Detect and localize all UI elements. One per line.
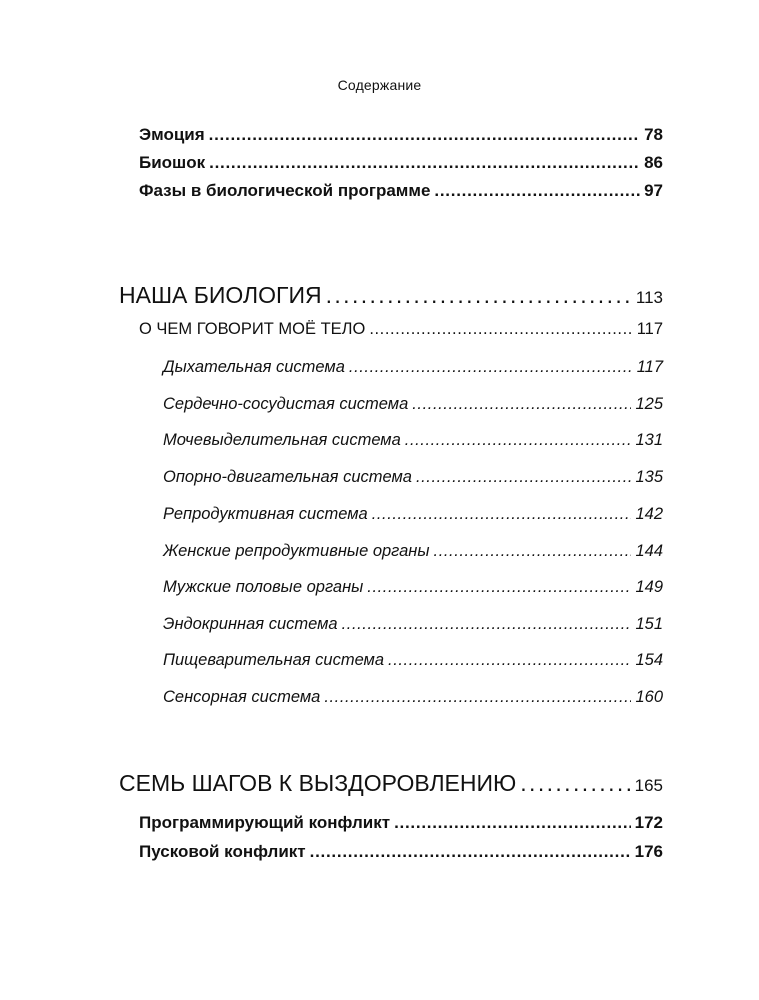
toc-entry[interactable] xyxy=(139,842,663,862)
toc-leader-dots xyxy=(349,358,633,377)
toc-entry-title: Пусковой конфликт xyxy=(139,842,306,861)
toc-entry-page: 142 xyxy=(635,505,663,523)
toc-entry-page: 172 xyxy=(634,813,663,832)
toc-entry-page: 125 xyxy=(635,395,663,413)
toc-entry[interactable] xyxy=(163,651,663,670)
toc-entry[interactable] xyxy=(139,125,663,145)
toc-leader-dots xyxy=(372,505,632,524)
toc-section-title: СЕМЬ ШАГОВ К ВЫЗДОРОВЛЕНИЮ xyxy=(119,770,517,796)
toc-leader-dots xyxy=(434,542,632,561)
toc-leader-dots xyxy=(520,770,630,797)
toc-entry[interactable] xyxy=(163,468,663,487)
toc-entry[interactable] xyxy=(163,505,663,524)
toc-entry[interactable] xyxy=(163,395,663,414)
toc-section-page: 113 xyxy=(635,288,663,307)
toc-leader-dots xyxy=(405,431,632,450)
toc-section-heading[interactable] xyxy=(119,770,663,797)
toc-entry-page: 135 xyxy=(635,468,663,486)
toc-entry-title: Пищеварительная система xyxy=(163,651,385,669)
toc-entry-title: Программирующий конфликт xyxy=(139,813,391,832)
toc-entry-title: Опорно-двигательная система xyxy=(163,468,412,486)
toc-entry-title: Мочевыделительная система xyxy=(163,431,401,449)
toc-entry-title: Мужские половые органы xyxy=(163,578,364,596)
toc-entry[interactable] xyxy=(163,615,663,634)
toc-entry[interactable] xyxy=(163,578,663,597)
toc-entry-page: 97 xyxy=(644,181,663,200)
toc-entry-page: 144 xyxy=(635,542,663,560)
toc-entry-title: Фазы в биологической программе xyxy=(139,181,431,200)
toc-subsection-page: 117 xyxy=(636,320,663,338)
toc-entry-title: Сердечно-сосудистая система xyxy=(163,395,409,413)
toc-entry-title: Биошок xyxy=(139,153,206,172)
toc-section-heading[interactable] xyxy=(119,282,663,309)
toc-subsection-title: О ЧЕМ ГОВОРИТ МОЁ ТЕЛО xyxy=(139,320,366,338)
toc-entry[interactable] xyxy=(163,358,663,377)
toc-entry[interactable] xyxy=(163,431,663,450)
toc-entry-page: 78 xyxy=(644,125,663,144)
toc-subsection-heading[interactable] xyxy=(139,320,663,339)
toc-entry-page: 149 xyxy=(635,578,663,596)
toc-leader-dots xyxy=(394,813,631,833)
toc-entry-page: 86 xyxy=(644,153,663,172)
toc-entry-title: Эндокринная система xyxy=(163,615,338,633)
toc-entry-page: 131 xyxy=(635,431,663,449)
toc-leader-dots xyxy=(388,651,631,670)
toc-leader-dots xyxy=(209,153,640,173)
toc-entry-title: Репродуктивная система xyxy=(163,505,368,523)
toc-entry-title: Сенсорная система xyxy=(163,688,321,706)
toc-leader-dots xyxy=(310,842,631,862)
toc-leader-dots xyxy=(324,688,631,707)
toc-leader-dots xyxy=(209,125,640,145)
toc-entry[interactable] xyxy=(163,688,663,707)
toc-leader-dots xyxy=(412,395,631,414)
toc-entry[interactable] xyxy=(139,181,663,201)
toc-leader-dots xyxy=(342,615,632,634)
toc-entry-page: 151 xyxy=(635,615,663,633)
toc-leader-dots xyxy=(416,468,632,487)
toc-entry[interactable] xyxy=(163,542,663,561)
toc-section-title: НАША БИОЛОГИЯ xyxy=(119,282,322,308)
toc-entry-title: Дыхательная система xyxy=(163,358,345,376)
toc-leader-dots xyxy=(369,320,632,339)
toc-leader-dots xyxy=(434,181,640,201)
page-header-title: Содержание xyxy=(337,77,422,93)
toc-entry-title: Эмоция xyxy=(139,125,205,144)
toc-entry-page: 154 xyxy=(635,651,663,669)
toc-entry-page: 160 xyxy=(635,688,663,706)
toc-entry[interactable] xyxy=(139,813,663,833)
toc-leader-dots xyxy=(367,578,631,597)
toc-entry-page: 117 xyxy=(636,358,663,376)
toc-entry[interactable] xyxy=(139,153,663,173)
toc-entry-title: Женские репродуктивные органы xyxy=(163,542,430,560)
toc-section-page: 165 xyxy=(634,776,663,795)
toc-leader-dots xyxy=(326,282,632,309)
toc-entry-page: 176 xyxy=(634,842,663,861)
